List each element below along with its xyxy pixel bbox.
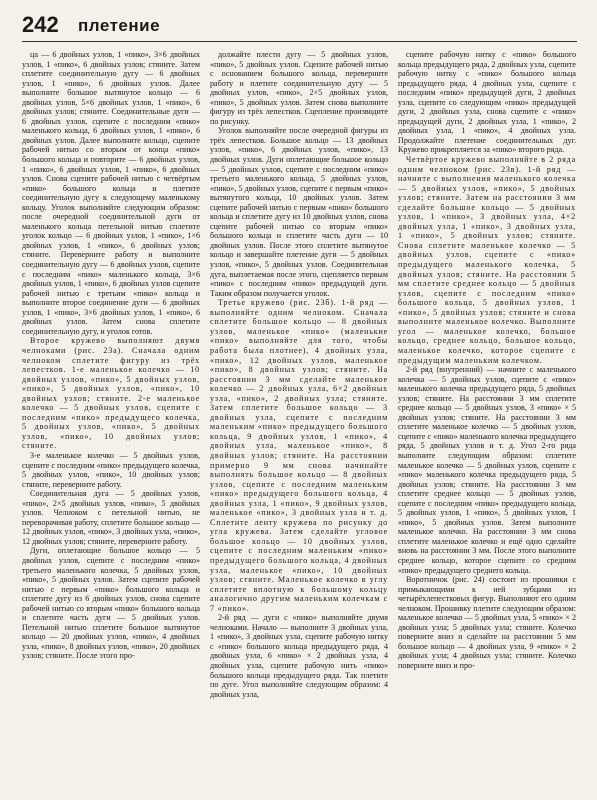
paragraph: Четвёртое кружево выполняйте в 2 ряда одним челноком (рис. 23в). 1-й ряд — начните с выполнения маленького колечка — 5 двойных узлов, «пико», 5 двойных узлов; стяните. Затем на расстоянии 3 мм сделайте большое кольцо — 5 двойных узлов, 1 «пико», 3 двойных узла, 4×2 двойных узла, 1 «пико», 3 двойных узла, 1 «пико», 5 двойных узлов; стяните. Снова сплетите маленькое колечко — 5 двойных узлов, сцепите с «пико» предыдущего маленького колечка, 5 двойных узлов; стяните. На расстоянии 5 мм сплетите среднее кольцо — 5 двойных узлов, сцепите с последним «пико» большого кольца, 5 двойных узлов, 1 «пико», 5 двойных узлов; стяните и снова выполните маленькое колечко. Выполните угол — маленькое колечко, большое кольцо, среднее кольцо, большое кольцо, маленькое колечко, которое сцепите с предыдущим маленьким колечком.	[398, 155, 576, 365]
text-column-1	[22, 50, 200, 790]
paragraph: 2-й ряд — дуги с «пико» выполняйте двумя челноками. Начало — выполните 3 двойных узла, 1 «пико», 3 двойных узла, сцепите рабочую нитку с «пико» большого кольца предыдущего ряда, 4 двойных узла, 6 «пико» × 2 двойных узла, 4 двойных узла, сцепите рабочую нить «пико» большого кольца предыдущего ряда. Так плетите по дуге. Угол выполняйте следующим образом: 4 двойных узла,	[210, 613, 388, 699]
page-number: 242	[22, 12, 59, 37]
paragraph: Дуги, оплетающие большое кольцо — 5 двойных узлов, сцепите с последним «пико» третьего маленького колечка, 5 двойных узлов, «пико», 5 двойных узлов. Затем сцепите рабочей нитью с первым «пико» большого кольца и сплетите дугу из 6 двойных узлов, снова сцепите рабочей нитью со вторым «пико» большого кольца и сплетите часть дуги — 5 двойных узлов. Петельной нитью сплетите большое вытянутое кольцо — 20 двойных узлов, «пико», 4 двойных узла, «пико», 8 двойных узлов, «пико», 20 двойных узлов; стяните. После этого про-	[22, 546, 200, 661]
paragraph: 3-е маленькое колечко — 5 двойных узлов, сцепите с последним «пико» предыдущего колечка, 5 двойных узлов, «пико», 10 двойных узлов; стяните, переверните работу.	[22, 450, 200, 489]
text-column-3	[398, 50, 576, 790]
paragraph: Третье кружево (рис. 23б). 1-й ряд — выполняйте одним челноком. Сначала сплетите большое кольцо — 8 двойных узлов, маленькое «пико» (маленькие «пико» выполняйте для того, чтобы работа была плотнее), 4 двойных узла, «пико», 12 двойных узлов, маленькое «пико», 8 двойных узлов; стяните. На расстоянии 3 мм сделайте маленькое колечко — 2 двойных узла, 6×2 двойных узла, «пико», 2 двойных узла; стяните. Затем сплетите большое кольцо — 3 двойных узла, сцепите с последним маленьким «пико» предыдущего большого кольца, 9 двойных узлов, 1 «пико», 4 двойных узла, маленькое «пико», 8 двойных узлов; стяните. На расстоянии примерно 9 мм снова начинайте выполнять большое кольцо — 8 двойных узлов, сцепите с последним маленьким «пико» предыдущего большого кольца, 4 двойных узла, 1 «пико», 9 двойных узлов, маленькое «пико», 3 двойных узла и т. д. Сплетите ленту кружева по рисунку до угла кружева. Затем сделайте угловое большое кольцо — 10 двойных узлов, сцепите с последним маленьким «пико» предыдущего большого кольца, 4 двойных узла, маленькое «пико», 10 двойных узлов; стяните. Маленькое колечко в углу сплетите вплотную к большому кольцу аналогично другим маленьким колечкам с 7 «пико».	[210, 298, 388, 613]
paragraph: должайте плести дугу — 5 двойных узлов, «пико», 5 двойных узлов. Сцепите рабочей нитью с основанием большого кольца, переверните работу и плетите соединительную дугу — 5 двойных узлов, «пико», 2×5 двойных узлов, «пико», 5 двойных узлов. Затем снова выполните фигуру из трёх лепестков. Сцепление производите по рисунку.	[210, 50, 388, 126]
paragraph: Воротничок (рис. 24) состоит из прошивки с примыкающими к ней зубцами из четырёхлепестковых фигур. Выполняют его одним челноком. Прошивку плетите следующим образом: маленькое колечко — 5 двойных узла, 5 «пико» × 2 двойных узла; 5 двойных узла; стяните. Колечко поверните вниз и сделайте на расстоянии 5 мм большое кольцо — 4 двойных узла, 9 «пико» × 2 двойных узла; 4 двойных узла; стяните. Колечко поверните вниз и про-	[398, 575, 576, 670]
header-rule	[22, 41, 577, 42]
running-title: плетение	[78, 16, 161, 35]
paragraph: сцепите рабочую нитку с «пико» большого кольца предыдущего ряда, 2 двойных узла, сцепите рабочую нитку с «пико» большого кольца предыдущего ряда, 4 двойных узла, сцепите с последним «пико» предыдущей дуги, 2 двойных узла, сцепите со следующим «пико» предыдущей дуги, 2 двойных узла, снова сцепите с «пико» предыдущей дуги, 2 двойных узла, 1 «пико», 2 двойных узла, 1 «пико», 4 двойных узла. Продолжайте плетение соединительных дуг. Кружево прикрепляется за «пико» второго ряда.	[398, 50, 576, 155]
paragraph: 2-й ряд (внутренний) — начните с маленького колечка — 5 двойных узлов, сцепите с «пико» маленького колечка предыдущего ряда, 5 двойных узлов; стяните. На расстоянии 3 мм сплетите среднее кольцо — 5 двойных узлов, 3 «пико» × 5 двойных узлов; стяните. На расстоянии 3 мм сплетите маленькое колечко — 5 двойных узлов, сцепите с «пико» маленького колечка предыдущего ряда, 5 двойных узлов и т. д. Угол 2-го ряда выполните следующим образом: сплетите маленькое колечко — 5 двойных узлов, сцепите с «пико» маленького колечка предыдущего ряда, 5 двойных узлов; стяните. На расстоянии 3 мм сплетите среднее кольцо — 5 двойных узлов, сцепите с последним «пико» предыдущего кольца, 5 двойных узлов, 1 «пико», 5 двойных узлов, 1 «пико», 5 двойных узлов. Затем выполните маленькое колечко. На расстоянии 3 мм снова сплетите маленькое колечко и ещё одно сделайте вновь на расстоянии 3 мм. После этого выполните среднее кольцо, которое сцепите со средним «пико» предыдущего среднего кольца.	[398, 365, 576, 575]
paragraph: ца — 6 двойных узлов, 1 «пико», 3×6 двойных узлов, 1 «пико», 6 двойных узлов; стяните. Затем сплетите соединительную дугу — 6 двойных узлов, 1 «пико», 6 двойных узлов. Далее выполните большое вытянутое кольцо — 6 двойных узлов, 5×6 двойных узлов, 1 «пико», 6 двойных узлов; стяните. Соединительные дуги — 6 двойных узлов, сцепите с последним «пико» маленького кольца, 6 двойных узлов, 1 «пико», 6 двойных узлов. Далее выполните кольцо, сцепите рабочей нитью со вторым от конца «пико» большого кольца и повторите — 6 двойных узлов, 1 «пико», 6 двойных узлов, 1 «пико», 6 двойных узлов. Снова сцепите рабочей нитью с четвёртым «пико» большого кольца и плетите соединительную дугу к следующему маленькому кольцу. Уголок выполняйте следующим образом: после очередной соединительной дуги от маленького кольца петельной нитью сплетите уголок кольцо — 6 двойных узлов, 1 «пико», 1×6 двойных узлов, 1 «пико», 6 двойных узлов; стяните. Переверните работу и выполните соединительную дугу — 6 двойных узлов, сцепите с последним «пико» маленького кольца, 3×6 двойных узлов, 1 «пико», 6 двойных узлов сцепите рабочей нитью с третьим «пико» кольца и выполните второе соединение дуги — 6 двойных узлов, 1 «пико», 3×6 двойных узлов, 1 «пико», 6 двойных узлов. Затем снова сплетите соединительную дугу, и уголок готов.	[22, 50, 200, 336]
page-header	[22, 12, 577, 42]
paragraph: Соединительная дуга — 5 двойных узлов, «пико», 2×5 двойных узлов, «пико», 5 двойных узлов. Челноком с петельной нитью, не переворачивая работу, сплетите большое кольцо — 12 двойных узлов, «пико», 3 двойных узла, «пико», 12 двойных узлов; стяните, переверните работу.	[22, 489, 200, 546]
paragraph: Второе кружево выполняют двумя челноками (рис. 23а). Сначала одним челноком сплетите фигуру из трёх лепестков. 1-е маленькое колечко — 10 двойных узлов, «пико», 5 двойных узлов, «пико», 5 двойных узлов, «пико», 10 двойных узлов; стяните. 2-е маленькое колечко — 5 двойных узлов, сцепите с последним «пико» предыдущего колечка, 5 двойных узлов, «пико», 5 двойных узлов, «пико», 10 двойных узлов; стяните.	[22, 336, 200, 451]
text-column-2	[210, 50, 388, 790]
paragraph: Уголок выполняйте после очередной фигуры из трёх лепестков. Большое кольцо — 13 двойных узлов, «пико», 6 двойных узлов, «пико», 13 двойных узлов. Дуги оплетающие большое кольцо — 5 двойных узлов, сцепите с последним «пико» третьего маленького кольца, 5 двойных узлов, «пико», 5 двойных узлов, сцепите с первым «пико» вытянутого кольца, 10 двойных узлов. Затем сцепите рабочей нитью с первым «пико» большого кольца и сплетите дугу из 10 двойных узлов, снова сцепите рабочей нитью со вторым «пико» большого кольца и сплетите часть дуги — 10 двойных узлов. После этого сплетите вытянутое кольцо и завершайте плетение дуги — 5 двойных узлов, «пико», 5 двойных узлов. Соединительная дуга, выплетаемая после этого, сцепляется первым «пико» с последним «пико» предыдущей дуги. Таким образом получается уголок.	[210, 126, 388, 298]
